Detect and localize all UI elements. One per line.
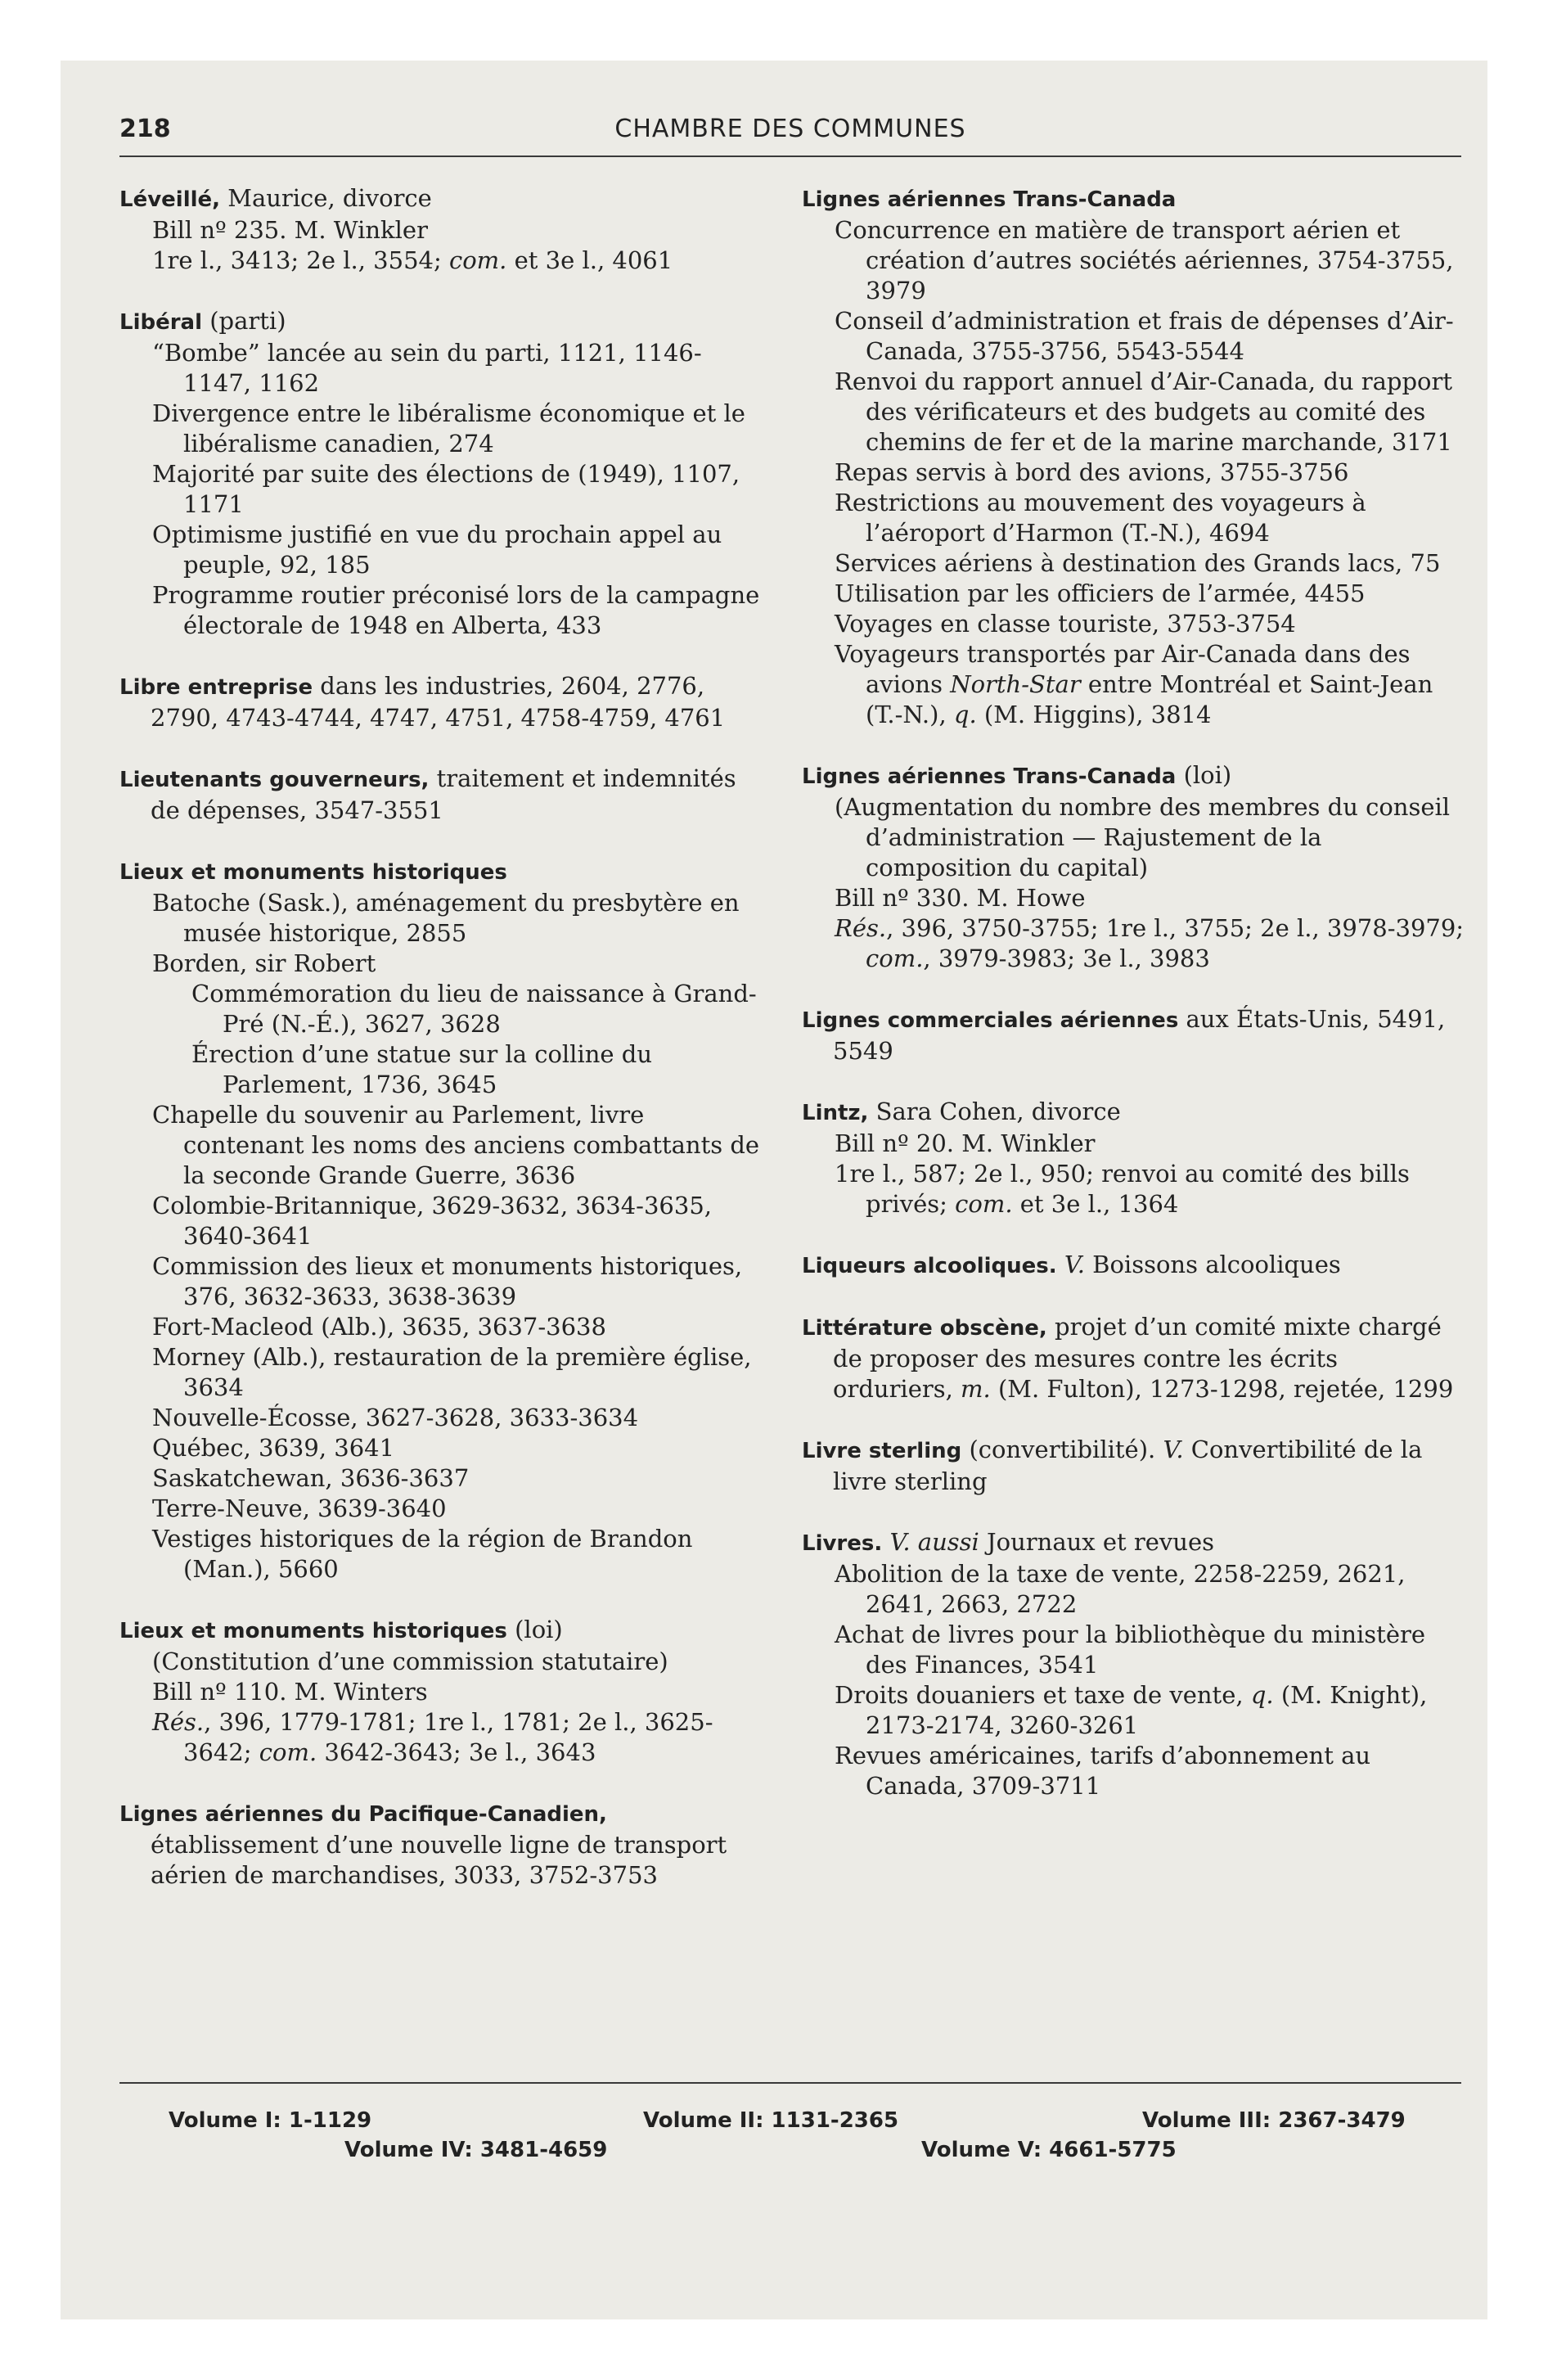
index-entry: Lignes aériennes Trans-Canada (loi) (Augmentation du nombre des membres du conseil d’administration — Rajustement de la composition du capital) Bill nº 330. M. Howe Rés., 396, 3750-3755; 1re l., 3755; 2e l., 3978-3979; com., 3979-3983; 3e l., 3983 [802, 761, 1465, 972]
right-column [802, 183, 1465, 1832]
index-entry: Livres. V. aussi Journaux et revues Abolition de la taxe de vente, 2258-2259, 2621, 2641, 2663, 2722 Achat de livres pour la bibliothèque du ministère des Finances, 3541 Droits douaniers et taxe de vente, q. (M. Knight), 2173-2174, 3260-3261 Revues américaines, tarifs d’abonnement au Canada, 3709-3711 [802, 1527, 1465, 1801]
subentry: Nouvelle-Écosse, 3627-3628, 3633-3634 [152, 1404, 639, 1431]
subentry: Conseil d’administration et frais de dépenses d’Air-Canada, 3755-3756, 5543-5544 [835, 307, 1454, 365]
subentry: “Bombe” lancée au sein du parti, 1121, 1146-1147, 1162 [152, 339, 702, 397]
index-entry: Léveillé, Maurice, divorce Bill nº 235. M. Winkler 1re l., 3413; 2e l., 3554; com. et 3e l., 4061 [119, 184, 673, 274]
subentry: Repas servis à bord des avions, 3755-3756 [835, 458, 1349, 486]
subentry: Québec, 3639, 3641 [152, 1434, 395, 1462]
index-entry: Livre sterling (convertibilité). V. Convertibilité de la livre sterling [802, 1436, 1423, 1495]
volume-range: Volume III: 2367-3479 [1142, 2108, 1406, 2133]
entry-heading: Libéral [119, 310, 203, 335]
subentry: Abolition de la taxe de vente, 2258-2259, 2621, 2641, 2663, 2722 [835, 1560, 1406, 1618]
volume-footer [119, 2082, 1461, 2167]
subentry: Borden, sir Robert [152, 949, 376, 977]
volume-range: Volume IV: 3481-4659 [344, 2138, 608, 2162]
left-column [119, 183, 766, 1921]
subentry: Renvoi du rapport annuel d’Air-Canada, du rapport des vérificateurs et des budgets au comité des chemins de fer et de la marine marchande, 3171 [835, 367, 1453, 456]
entry-heading: Lintz, [802, 1101, 869, 1125]
subentry: Revues américaines, tarifs d’abonnement au Canada, 3709-3711 [835, 1742, 1371, 1800]
subentry: Vestiges historiques de la région de Brandon (Man.), 5660 [152, 1525, 693, 1583]
entry-heading: Lignes aériennes du Pacifique-Canadien, [119, 1802, 607, 1827]
index-entry: Lieutenants gouverneurs, traitement et indemnités de dépenses, 3547-3551 [119, 764, 736, 824]
index-entry [119, 856, 766, 1584]
index-entry: Liqueurs alcooliques. V. Boissons alcooliques [802, 1251, 1341, 1278]
subentry: Commission des lieux et monuments historiques, 376, 3632-3633, 3638-3639 [152, 1252, 743, 1310]
entry-heading: Léveillé, [119, 187, 221, 212]
subentry: Utilisation par les officiers de l’armée, 4455 [835, 579, 1366, 607]
index-entry: Libre entreprise dans les industries, 2604, 2776, 2790, 4743-4744, 4747, 4751, 4758-4759, 4761 [119, 672, 726, 732]
subentry: Voyageurs transportés par Air-Canada dans des avions North-Star entre Montréal et Saint-Jean (T.-N.), q. (M. Higgins), 3814 [835, 640, 1433, 728]
subentry: Majorité par suite des élections de (1949), 1107, 1171 [152, 460, 740, 518]
subentry: Saskatchewan, 3636-3637 [152, 1464, 470, 1492]
page-number: 218 [119, 115, 171, 143]
entry-heading: Libre entreprise [119, 675, 313, 700]
subentry: Terre-Neuve, 3639-3640 [152, 1494, 447, 1522]
subentry: Batoche (Sask.), aménagement du presbytère en musée historique, 2855 [152, 889, 740, 947]
entry-heading: Lieux et monuments historiques [119, 1619, 507, 1643]
page-header [119, 110, 1461, 157]
subentry: Fort-Macleod (Alb.), 3635, 3637-3638 [152, 1313, 606, 1341]
subentry: Achat de livres pour la bibliothèque du ministère des Finances, 3541 [835, 1620, 1426, 1679]
index-entry [802, 183, 1465, 730]
subentry: Programme routier préconisé lors de la campagne électorale de 1948 en Alberta, 433 [152, 581, 760, 639]
index-entry: Lignes commerciales aériennes aux États-Unis, 5491, 5549 [802, 1005, 1446, 1065]
subentry: Divergence entre le libéralisme économique et le libéralisme canadien, 274 [152, 399, 745, 458]
volume-range: Volume II: 1131-2365 [643, 2108, 899, 2133]
scanned-page [61, 61, 1487, 2319]
index-entry: Libéral (parti) “Bombe” lancée au sein du parti, 1121, 1146-1147, 1162 Divergence entre le libéralisme économique et le libéralisme canadien, 274 Majorité par suite des élections de (1949), 1107, 1171 Optimisme justifié en vue du prochain appel au peuple, 92, 185 Programme routier préconisé lors de la campagne électorale de 1948 en Alberta, 433 [119, 306, 766, 641]
subentry: Commémoration du lieu de naissance à Grand-Pré (N.-É.), 3627, 3628 [191, 980, 757, 1038]
subentry: Voyages en classe touriste, 3753-3754 [835, 610, 1296, 638]
index-entry: Lignes aériennes du Pacifique-Canadien, établissement d’une nouvelle ligne de transport aérien de marchandises, 3033, 3752-3753 [119, 1802, 727, 1889]
entry-heading: Liqueurs alcooliques. [802, 1254, 1057, 1278]
entry-heading: Lignes aériennes Trans-Canada [802, 187, 1177, 212]
subentry: Concurrence en matière de transport aérien et création d’autres sociétés aériennes, 3754-3755, 3979 [835, 216, 1454, 304]
subentry: Chapelle du souvenir au Parlement, livre contenant les noms des anciens combattants de la seconde Grande Guerre, 3636 [152, 1101, 760, 1189]
subentry: Services aériens à destination des Grands lacs, 75 [835, 549, 1441, 577]
entry-heading: Livre sterling [802, 1439, 962, 1463]
volume-range: Volume I: 1-1129 [169, 2108, 372, 2133]
running-head: CHAMBRE DES COMMUNES [614, 115, 966, 143]
entry-heading: Lignes commerciales aériennes [802, 1008, 1179, 1033]
subentry: Optimisme justifié en vue du prochain appel au peuple, 92, 185 [152, 521, 722, 579]
subentry: Érection d’une statue sur la colline du Parlement, 1736, 3645 [191, 1040, 653, 1098]
entry-heading: Lieux et monuments historiques [119, 860, 507, 885]
volume-range: Volume V: 4661-5775 [921, 2138, 1177, 2162]
entry-heading: Lieutenants gouverneurs, [119, 768, 430, 792]
index-entry: Littérature obscène, projet d’un comité mixte chargé de proposer des mesures contre les écrits orduriers, m. (M. Fulton), 1273-1298, rejetée, 1299 [802, 1313, 1454, 1403]
subentry: Colombie-Britannique, 3629-3632, 3634-3635, 3640-3641 [152, 1192, 713, 1250]
subentry: Morney (Alb.), restauration de la première église, 3634 [152, 1343, 752, 1401]
subentry: Droits douaniers et taxe de vente, q. (M. Knight), 2173-2174, 3260-3261 [835, 1681, 1428, 1739]
entry-heading: Littérature obscène, [802, 1316, 1047, 1341]
subentry: Restrictions au mouvement des voyageurs à l’aéroport d’Harmon (T.-N.), 4694 [835, 489, 1366, 547]
entry-heading: Livres. [802, 1531, 883, 1556]
entry-heading: Lignes aériennes Trans-Canada [802, 764, 1177, 789]
index-entry: Lieux et monuments historiques (loi) (Constitution d’une commission statutaire) Bill nº 110. M. Winters Rés., 396, 1779-1781; 1re l., 1781; 2e l., 3625-3642; com. 3642-3643; 3e l., 3643 [119, 1616, 713, 1766]
index-entry: Lintz, Sara Cohen, divorce Bill nº 20. M. Winkler 1re l., 587; 2e l., 950; renvoi au comité des bills privés; com. et 3e l., 1364 [802, 1098, 1410, 1218]
